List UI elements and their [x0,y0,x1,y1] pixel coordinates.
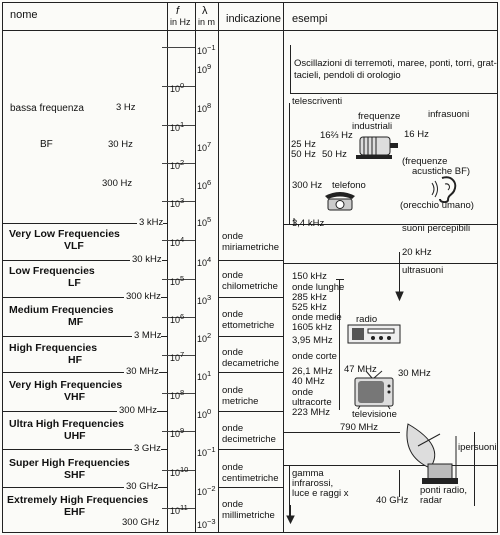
ind-deci-2: decimetriche [222,434,276,445]
ex-f30m: 30 MHz [398,368,431,379]
ind-chilo-2: chilometriche [222,281,278,292]
ex-f20k: 20 kHz [402,247,432,258]
limit-3hz: 3 Hz [116,102,136,113]
ex-gamma-3: luce e raggi x [292,488,349,499]
ex-radio: radio [356,314,378,325]
freq-power: 6 [180,312,185,321]
ex-f34: 3,4 kHz [292,218,325,229]
band-hf-name: High Frequencies [9,342,98,354]
ind-deca-2: decametriche [222,358,280,369]
freq-tick: $10^1$ [170,120,185,133]
ex-f50a: 50 Hz [291,149,316,160]
wave-tick: $10^8$ [197,101,212,114]
wave-power: 1 [207,369,212,378]
band-low-name: bassa frequenza [10,103,84,114]
ex-ultracorte-2: ultracorte [292,397,332,408]
wave-power: 8 [207,101,212,110]
ex-ultracorte-1: onde [292,387,314,398]
ind-etto-1: onde [222,309,244,320]
limit-30khz: 30 kHz [132,254,162,265]
ind-deca-1: onde [222,347,244,358]
header-esempi: esempi [292,13,328,25]
band-vhf-abbr: VHF [64,391,85,403]
ex-f50b: 50 Hz [322,149,347,160]
freq-power: 3 [180,196,185,205]
ear-icon [430,175,460,203]
ind-centi-1: onde [222,462,244,473]
limit-300ghz: 300 GHz [122,517,160,528]
wave-tick: $10^1$ [197,369,212,382]
ex-freq-ind-2: industriali [352,121,393,132]
ex-f261m: 26,1 MHz [292,366,333,377]
freq-tick: $10^{11}$ [170,503,188,516]
wave-power: 6 [207,178,212,187]
band-mf-abbr: MF [68,316,84,328]
motor-icon [352,131,402,161]
ind-miria-2: miriametriche [222,242,280,253]
ex-gamma-2: infrarossi, [292,478,334,489]
ex-lunghe: onde lunghe [292,282,345,293]
freq-power: 9 [180,426,185,435]
freq-power: 1 [180,120,185,129]
wave-tick: $10^6$ [197,178,212,191]
ex-ponti-1: ponti radio, [420,485,468,496]
wave-tick: $10^{-1}$ [197,445,216,458]
limit-30hz: 30 Hz [108,139,133,150]
band-hf-abbr: HF [68,354,82,366]
dish-antenna-icon [400,416,472,486]
ind-centi-2: centimetriche [222,473,279,484]
ex-televisione: televisione [352,409,397,420]
ex-ponti-2: radar [420,495,443,506]
wave-tick: $10^4$ [197,255,212,268]
freq-tick: $10^3$ [170,196,185,209]
ind-chilo-1: onde [222,270,244,281]
limit-300hz: 300 Hz [102,178,133,189]
ind-metr-2: metriche [222,396,259,407]
ex-corte: onde corte [292,351,337,362]
band-vlf-name: Very Low Frequencies [9,228,120,240]
limit-300khz: 300 kHz [126,291,161,302]
wave-power: 2 [207,331,212,340]
freq-tick: $10^7$ [170,350,185,363]
band-mf-name: Medium Frequencies [9,304,114,316]
telephone-icon [322,190,358,212]
limit-30ghz: 30 GHz [126,481,159,492]
band-shf-name: Super High Frequencies [9,457,130,469]
wave-tick: $10^0$ [197,407,212,420]
television-icon [352,370,396,410]
wave-tick: $10^9$ [197,62,212,75]
ex-f47m: 47 MHz [344,364,377,375]
band-uhf-abbr: UHF [64,430,86,442]
wave-power: 7 [207,140,212,149]
ex-suoni: suoni percepibili [402,223,471,234]
wave-power: 3 [207,293,212,302]
header-f-symbol: f [176,5,180,17]
wave-power: −1 [207,43,216,52]
ex-medie: onde medie [292,312,342,323]
freq-tick: $10^{10}$ [170,465,189,478]
wave-power: 5 [207,215,212,224]
wave-tick: $10^2$ [197,331,212,344]
freq-power: 8 [180,388,185,397]
wave-power: 4 [207,255,212,264]
wave-tick: $10^{-2}$ [197,484,216,497]
band-uhf-name: Ultra High Frequencies [9,418,124,430]
ex-telefono: telefono [332,180,366,191]
freq-tick: $10^0$ [170,81,185,94]
band-ehf-name: Extremely High Frequencies [7,494,149,506]
ex-telescriventi: telescriventi [292,96,343,107]
ind-metr-1: onde [222,385,244,396]
ex-f525k: 525 kHz [292,302,327,313]
ex-f285k: 285 kHz [292,292,327,303]
ex-ultrasuoni: ultrasuoni [402,265,444,276]
header-lambda-unit: in m [198,17,216,27]
ex-orecchio: (orecchio umano) [400,200,474,211]
ex-osc-2: tacieli, pendoli di orologio [294,70,401,81]
band-vhf-name: Very High Frequencies [9,379,123,391]
ex-f300: 300 Hz [292,180,323,191]
radio-icon [346,322,402,346]
ind-etto-2: ettometriche [222,320,275,331]
ex-gamma-1: gamma [292,468,324,479]
ex-f16: 16⅔ Hz [320,130,353,141]
freq-tick: $10^4$ [170,235,185,248]
freq-power: 7 [180,350,185,359]
ex-ipersuoni: ipersuoni [458,442,497,453]
ex-f790m: 790 MHz [340,422,379,433]
limit-3ghz: 3 GHz [134,443,161,454]
ex-acu-1: (frequenze [402,156,448,167]
limit-300mhz: 300 MHz [119,405,158,416]
wave-power: 9 [207,62,212,71]
wave-power: 0 [207,407,212,416]
ex-f223m: 223 MHz [292,407,331,418]
wave-tick: $10^7$ [197,140,212,153]
ex-osc-1: Oscillazioni di terremoti, maree, ponti, torri, grat- [294,58,497,69]
ex-f16b: 16 Hz [404,129,429,140]
freq-power: 11 [180,503,188,512]
freq-tick: $10^8$ [170,388,185,401]
limit-3mhz: 3 MHz [134,330,162,341]
wave-tick: $10^5$ [197,215,212,228]
band-lf-name: Low Frequencies [9,265,95,277]
header-f-unit: in Hz [170,17,191,27]
wave-power: −1 [207,445,216,454]
band-vlf-abbr: VLF [64,240,84,252]
wave-power: −2 [207,484,216,493]
freq-tick: $10^2$ [170,158,185,171]
freq-power: 4 [180,235,185,244]
ex-f40g: 40 GHz [376,495,409,506]
ex-f395m: 3,95 MHz [292,335,333,346]
freq-power: 5 [180,274,185,283]
freq-tick: $10^5$ [170,274,185,287]
ex-f40m: 40 MHz [292,376,325,387]
wave-power: −3 [207,517,216,526]
header-indicazione: indicazione [226,13,282,25]
band-shf-abbr: SHF [64,469,85,481]
ind-milli-2: millimetriche [222,510,275,521]
wave-tick: $10^{-1}$ [197,43,216,56]
ex-f25: 25 Hz [291,139,316,150]
band-lf-abbr: LF [68,277,81,289]
ex-f1605k: 1605 kHz [292,322,333,333]
ind-deci-1: onde [222,423,244,434]
wave-tick: $10^{-3}$ [197,517,216,530]
limit-30mhz: 30 MHz [126,366,159,377]
ex-infrasuoni: infrasuoni [428,109,470,120]
ind-milli-1: onde [222,499,244,510]
band-ehf-abbr: EHF [64,506,85,518]
ex-acu-2: acustiche BF) [412,166,471,177]
freq-power: 0 [180,81,185,90]
ind-miria-1: onde [222,231,244,242]
limit-3khz: 3 kHz [139,217,164,228]
freq-tick: $10^6$ [170,312,185,325]
header-lambda-symbol: λ [202,5,208,17]
wave-tick: $10^3$ [197,293,212,306]
freq-power: 2 [180,158,185,167]
ex-f150k: 150 kHz [292,271,327,282]
header-nome: nome [10,9,38,21]
ex-freq-ind-1: frequenze [358,111,401,122]
freq-tick: $10^9$ [170,426,185,439]
band-low-abbr: BF [40,139,53,150]
freq-power: 10 [180,465,189,474]
